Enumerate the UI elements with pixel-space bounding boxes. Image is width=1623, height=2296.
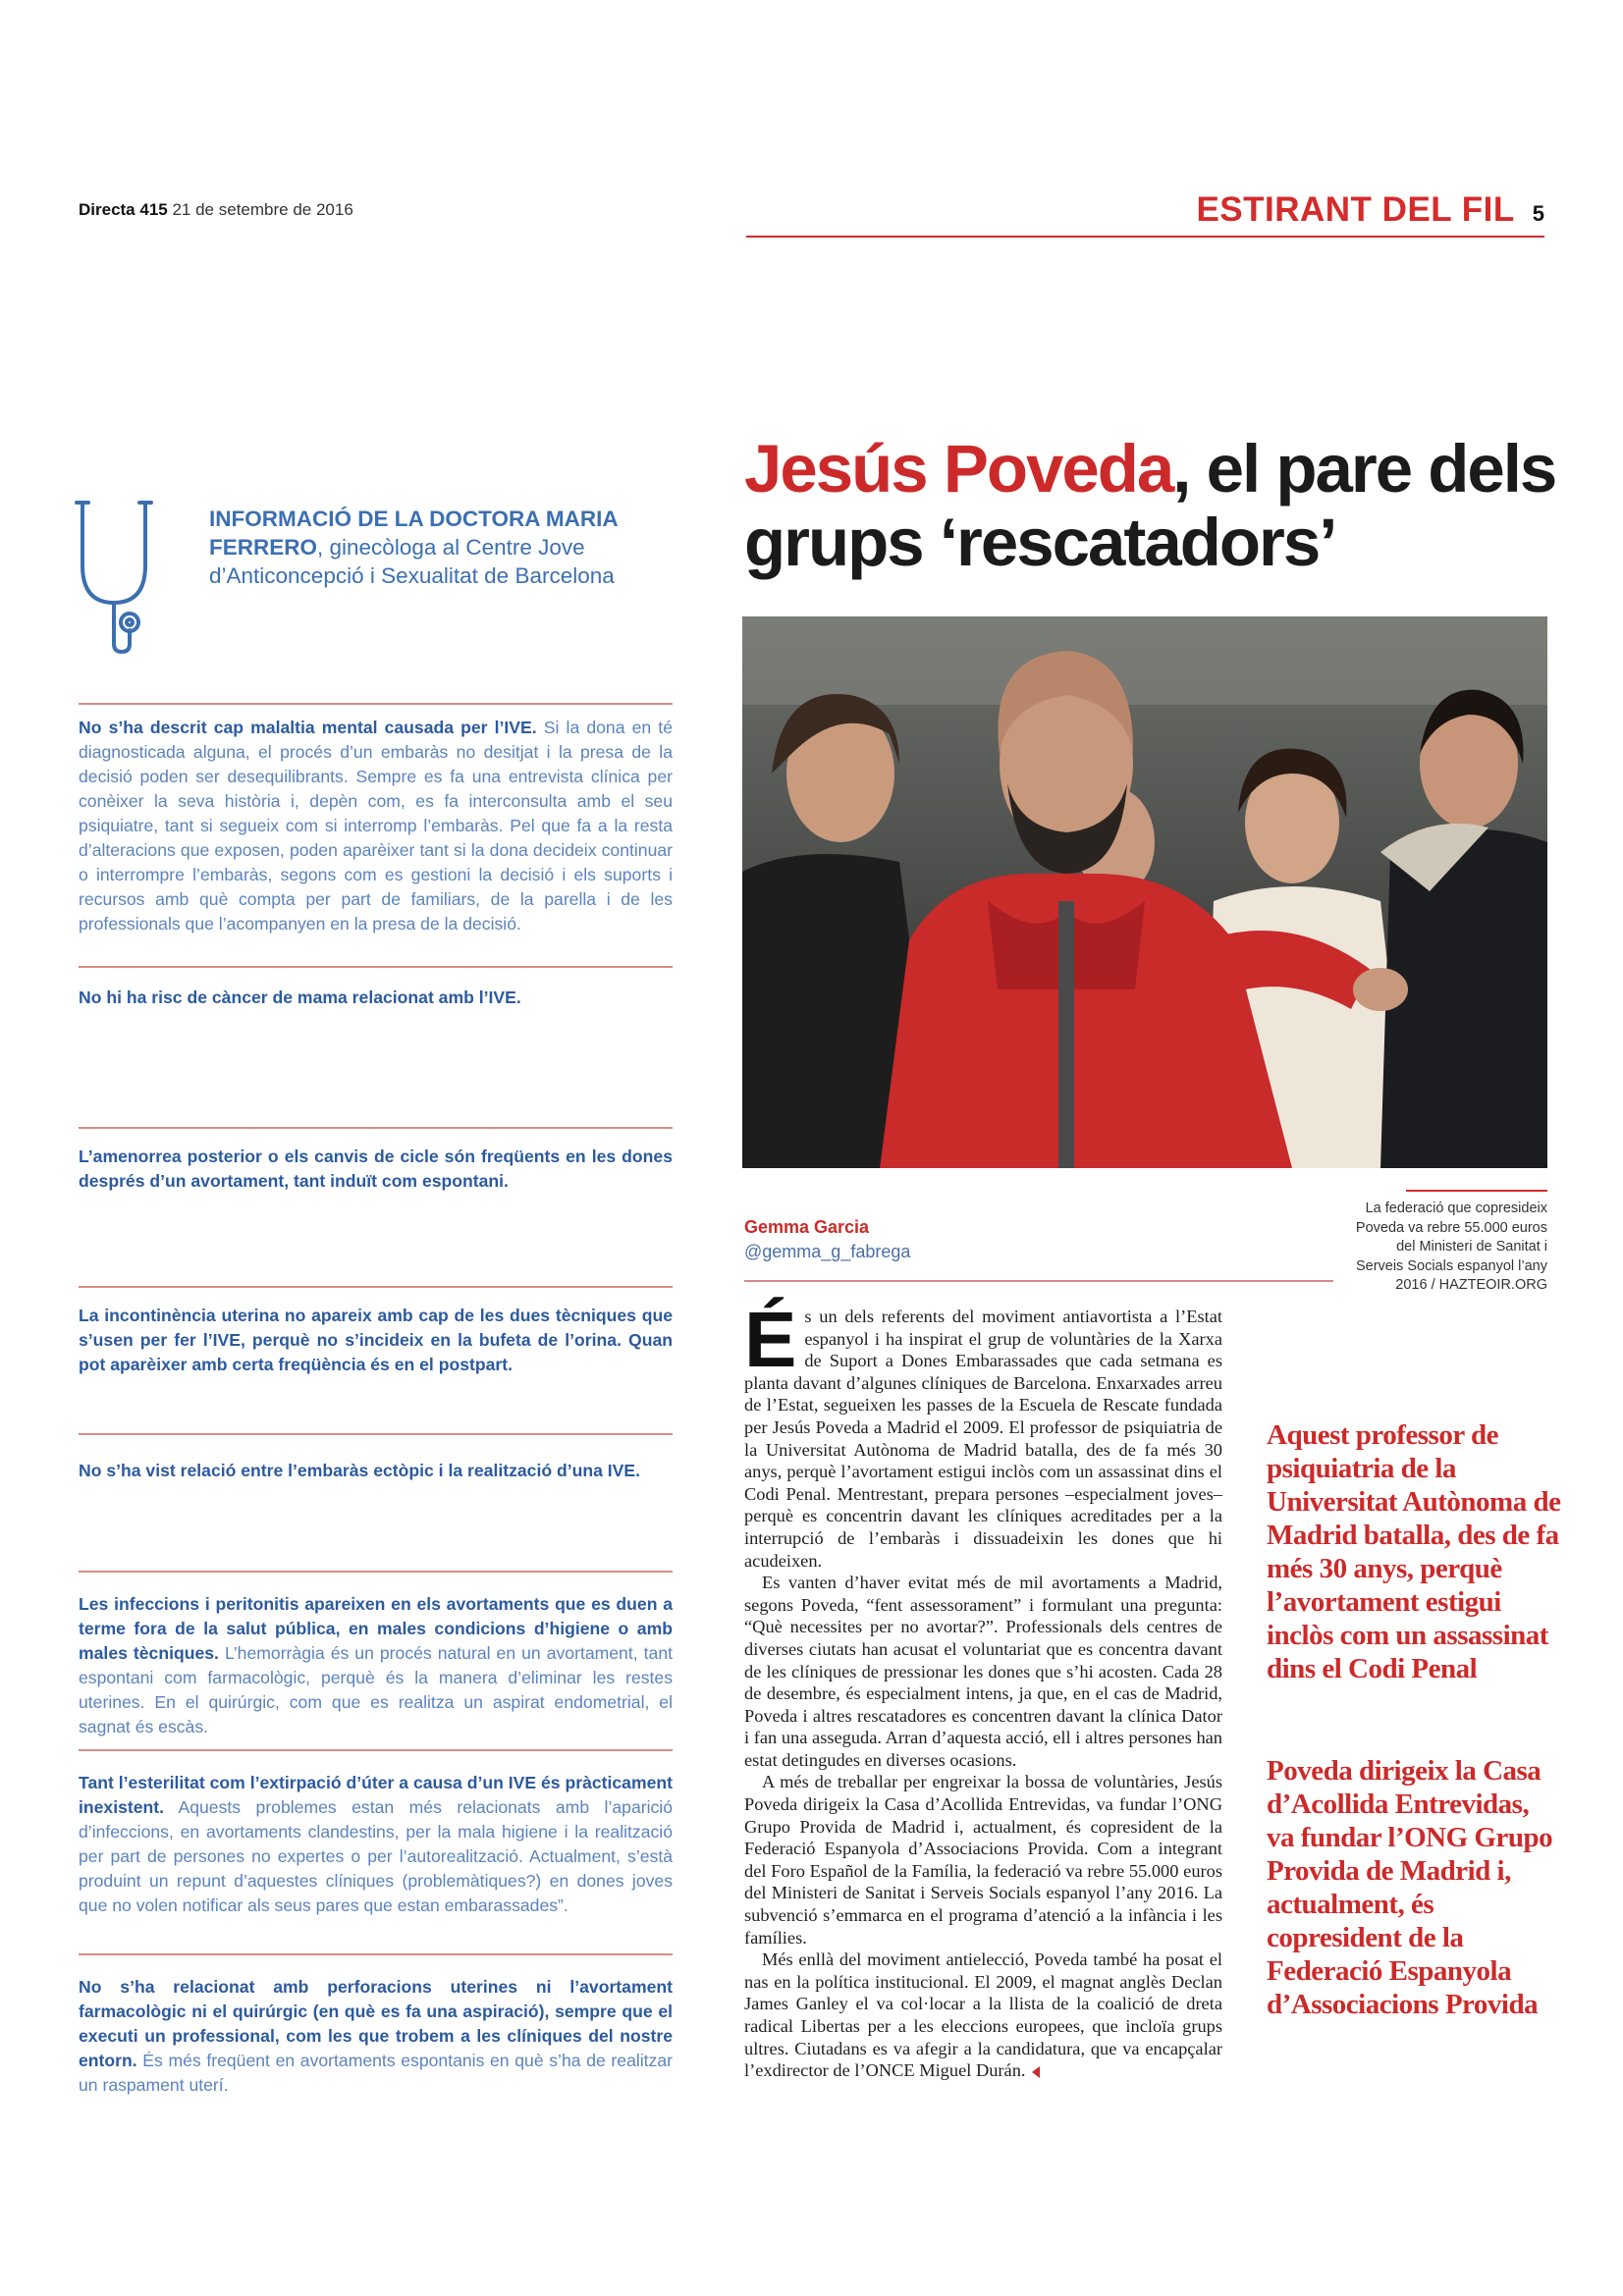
end-mark-icon xyxy=(1032,2066,1040,2078)
doctor-info xyxy=(209,505,631,590)
info-block-amenorrhea xyxy=(79,1145,673,1194)
info-block-lead: Tant l’esterilitat com l’extirpació d’úter a causa d’un IVE és pràcticament inexistent. xyxy=(79,1773,673,1817)
photo-caption: La federació que copresideix Poveda va rebre 55.000 euros del Ministeri de Sanitat i Serveis Socials espanyol l’any 2016 / HAZTEOIR.ORG xyxy=(1355,1201,1547,1294)
publication-name: Directa 415 xyxy=(79,200,168,219)
info-block-text: És més freqüent en avortaments espontanis en què s’ha de realitzar un raspament uterí. xyxy=(79,2051,673,2095)
doctor-description: , ginecòloga al Centre Jove d’Anticoncepció i Sexualitat de Barcelona xyxy=(209,535,615,588)
divider xyxy=(79,1953,673,1955)
byline-rule xyxy=(744,1280,1333,1282)
article-paragraph xyxy=(744,1949,1222,2082)
pull-quote: Poveda dirigeix la Casa d’Acollida Entrevidas, va fundar l’ONG Grupo Provida de Madrid i, actualment, és copresident de la Federació Espanyola d’Associacions Provida xyxy=(1267,1755,1553,2020)
page-number: 5 xyxy=(1532,201,1544,226)
paragraph-text: s un dels referents del moviment antiavortista a l’Estat espanyol i ha inspirat el grup de voluntàries de la Xarxa de Suport a Dones Embarassades que cada setmana es planta davant d’algunes clíniques de Barcelona. Enxarxades arreu de l’Estat, segueixen les passes de la Escuela de Rescate fundada per Jesús Poveda a Madrid el 2009. El professor de psiquiatria de la Universitat Autònoma de Madrid batalla, des de fa més 30 anys, perquè l’avortament estigui inclòs com un assassinat dins el Codi Penal. Mentrestant, prepara persones –especialment joves– perquè es concentrin davant les clíniques acreditades per a la interrupció de l’embaràs i dissuadeixin les dones que hi acudeixen. xyxy=(744,1307,1222,1571)
author-handle[interactable]: @gemma_g_fabrega xyxy=(744,1242,911,1261)
info-block-lead: L’amenorrea posterior o els canvis de cicle són freqüents en les dones després d’un avortament, tant induït com espontani. xyxy=(79,1147,673,1191)
divider xyxy=(79,1749,673,1751)
section-header xyxy=(1196,190,1544,230)
info-block-lead: No s’ha vist relació entre l’embaràs ectòpic i la realització d’una IVE. xyxy=(79,1461,641,1480)
info-block-lead: No s’ha descrit cap malaltia mental causada per l’IVE. xyxy=(79,718,537,737)
info-block-cancer xyxy=(79,986,673,1010)
divider xyxy=(79,966,673,968)
author-name: Gemma Garcia xyxy=(744,1217,870,1237)
info-block-incontinence xyxy=(79,1304,673,1377)
info-block-infections xyxy=(79,1592,673,1739)
header-rule xyxy=(746,236,1544,238)
divider xyxy=(79,1433,673,1435)
issue-line xyxy=(79,200,353,220)
info-block-ectopic xyxy=(79,1459,673,1483)
section-name: ESTIRANT DEL FIL xyxy=(1196,190,1515,229)
article-paragraph xyxy=(744,1296,1222,1572)
stethoscope-icon xyxy=(75,497,153,656)
divider xyxy=(79,703,673,705)
article-paragraph: Es vanten d’haver evitat més de mil avortaments a Madrid, segons Poveda, “fent assessorament” i formulant una pregunta: “Què necessites per no avortar?”. Professionals dels centres de diverses ciutats han acusat el voluntariat que es concentra davant de les clíniques de pressionar les dones que s’hi acosten. Cada 28 de desembre, és especialment intens, ja que, en el cas de Madrid, Poveda i altres rescatadores es concentren davant la clínica Dator i fan una asseguda. Arran d’aquesta acció, ell i altres persones han estat detingudes en diverses ocasions. xyxy=(744,1573,1222,1770)
drop-cap: É xyxy=(744,1296,797,1383)
paragraph-text: Més enllà del moviment antielecció, Poveda també ha posat el nas en la política institucional. El 2009, el magnat anglès Declan James Ganley el va col·locar a la llista de la coalició de dreta radical Libertas per a les eleccions europees, que incloïa grups ultres. Ciutadans es va afegir a la candidatura, que va encapçalar l’exdirector de l’ONCE Miguel Durán. xyxy=(744,1949,1222,2081)
info-block-lead: Les infeccions i peritonitis apareixen en els avortaments que es duen a terme fora de la salut pública, en males condicions d’higiene o amb males tècniques. xyxy=(79,1594,673,1663)
pull-quote: Aquest professor de psiquiatria de la Universitat Autònoma de Madrid batalla, des de fa més 30 anys, perquè l’avortament estigui inclòs com un assassinat dins el Codi Penal xyxy=(1267,1419,1561,1684)
info-block-text: L’hemorràgia és un procés natural en un avortament, tant espontani com farmacològic, perquè és la manera d’eliminar les restes uterines. En el quirúrgic, com que es realitza un aspirat endometrial, el sagnat és escàs. xyxy=(79,1643,673,1736)
article-title xyxy=(744,432,1559,579)
info-block-mental-health xyxy=(79,716,673,936)
info-block-text: Si la dona en té diagnosticada alguna, el procés d’un embaràs no desitjat i la presa de la decisió poden ser desequilibrants. Sempre es fa una entrevista clínica per conèixer la seva història i, depèn com, es fa interconsulta amb el seu psiquiatre, tant si segueix com si interromp l’embaràs. Pel que fa a la resta d’alteracions que exposen, poden aparèixer tant si la dona decideix continuar o interrompre l’embaràs, segons com es gestioni la decisió i els suports i recursos amb què compta per part de familiars, de la parella i de les professionals que l’acompanyen en la presa de la decisió. xyxy=(79,718,673,934)
divider xyxy=(79,1286,673,1288)
info-block-lead: No s’ha relacionat amb perforacions uterines ni l’avortament farmacològic ni el quirúrgic (en què es fa una aspiració), sempre que el executi un professional, com les que trobem a les clíniques del nostre entorn. xyxy=(79,1977,673,2070)
divider xyxy=(79,1127,673,1129)
info-block-text: Aquests problemes estan més relacionats amb l’aparició d’infeccions, en avortaments clandestins, per la mala higiene i la realització per part de persones no expertes o per l’autorealització. Actualment, s’està produint un repunt d’aquestes clíniques (problemàtiques?) en dones joves que no volen notificar als seus pares que estan embarassades”. xyxy=(79,1797,673,1915)
title-rest: , el pare dels grups ‘rescatadors’ xyxy=(744,431,1556,580)
info-block-sterility xyxy=(79,1771,673,1918)
photo-illustration xyxy=(742,616,1547,1168)
article-photo xyxy=(742,616,1547,1168)
info-block-perforation xyxy=(79,1975,673,2098)
info-block-lead: No hi ha risc de càncer de mama relacionat amb l’IVE. xyxy=(79,988,521,1007)
title-highlight: Jesús Poveda xyxy=(744,431,1173,507)
caption-rule xyxy=(1406,1190,1547,1192)
doctor-name: INFORMACIÓ DE LA DOCTORA MARIA FERRERO xyxy=(209,507,618,560)
issue-date: 21 de setembre de 2016 xyxy=(172,200,353,219)
divider xyxy=(79,1571,673,1573)
article-paragraph: A més de treballar per engreixar la bossa de voluntàries, Jesús Poveda dirigeix la Casa d’Acollida Entrevidas, va fundar l’ONG Grupo Provida de Madrid i, actualment, és copresident de la Federació Espanyola d’Associacions Provida. Com a integrant del Foro Español de la Família, la federació va rebre 55.000 euros del Ministeri de Sanitat i Serveis Socials espanyol l’any 2016. La subvenció s’emmarca en el programa d’atenció a la infància i les famílies. xyxy=(744,1772,1222,1948)
article-body xyxy=(744,1296,1222,2082)
info-block-lead: La incontinència uterina no apareix amb cap de les dues tècniques que s’usen per fer l’IVE, perquè no s’incideix en la bufeta de l’orina. Quan pot aparèixer amb certa freqüència és en el postpart. xyxy=(79,1306,673,1374)
